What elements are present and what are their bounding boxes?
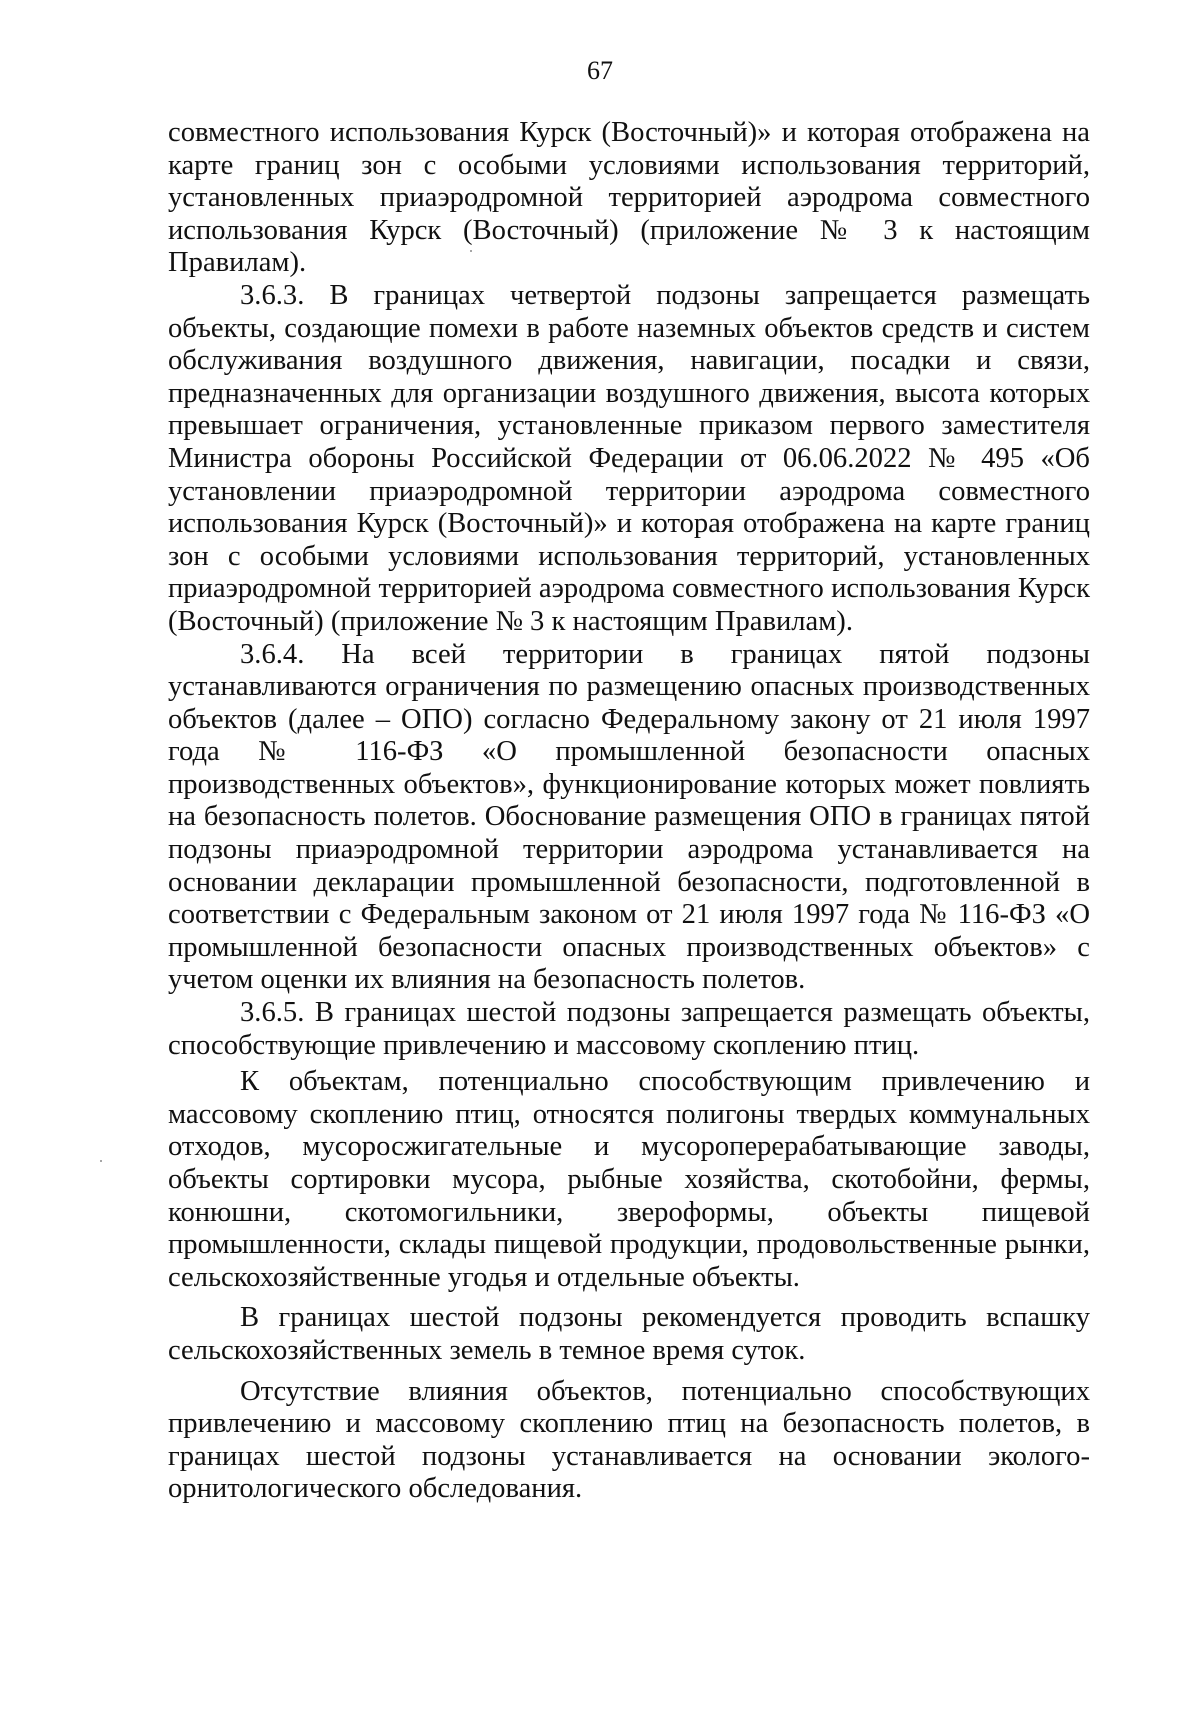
paragraph-bird-objects: К объектам, потенциально способствующим привлечению и массовому скоплению птиц, относятся полигоны твердых коммунальных отходов, мусоросжигательные и мусороперерабатывающие заводы, объекты сортировки мусора, рыбные хозяйства, скотобойни, фермы, конюшни, скотомогильники, звероформы, объекты пищевой промышленности, склады пищевой продукции, продовольственные рынки, сельскохозяйственные угодья и отдельные объекты.: [168, 1066, 1090, 1293]
paragraph-continuation: совместного использования Курск (Восточный)» и которая отображена на карте границ зон с особыми условиями использования территорий, установленных приаэродромной территорией аэродрома совместного использования Курск (Восточный) (приложение № 3 к настоящим Правилам).: [168, 117, 1090, 279]
paragraph-3-6-5: 3.6.5. В границах шестой подзоны запрещается размещать объекты, способствующие привлечению и массовому скоплению птиц.: [168, 997, 1090, 1061]
document-body: [168, 117, 1090, 1506]
paragraph-3-6-3: 3.6.3. В границах четвертой подзоны запрещается размещать объекты, создающие помехи в работе наземных объектов средств и систем обслуживания воздушного движения, навигации, посадки и связи, предназначенных для организации воздушного движения, высота которых превышает ограничения, установленные приказом первого заместителя Министра обороны Российской Федерации от 06.06.2022 № 495 «Об установлении приаэродромной территории аэродрома совместного использования Курск (Восточный)» и которая отображена на карте границ зон с особыми условиями использования территорий, установленных приаэродромной территорией аэродрома совместного использования Курск (Восточный) (приложение № 3 к настоящим Правилам).: [168, 279, 1090, 637]
page-number: 67: [587, 56, 613, 85]
paragraph-ornithological-survey: Отсутствие влияния объектов, потенциально способствующих привлечению и массовому скоплению птиц на безопасность полетов, в границах шестой подзоны устанавливается на основании эколого-орнитологического обследования.: [168, 1375, 1090, 1505]
paragraph-3-6-4: 3.6.4. На всей территории в границах пятой подзоны устанавливаются ограничения по размещению опасных производственных объектов (далее – ОПО) согласно Федеральному закону от 21 июля 1997 года № 116-ФЗ «О промышленной безопасности опасных производственных объектов», функционирование которых может повлиять на безопасность полетов. Обоснование размещения ОПО в границах пятой подзоны приаэродромной территории аэродрома устанавливается на основании декларации промышленной безопасности, подготовленной в соответствии с Федеральным законом от 21 июля 1997 года № 116-ФЗ «О промышленной безопасности опасных производственных объектов» с учетом оценки их влияния на безопасность полетов.: [168, 638, 1090, 996]
paragraph-plowing: В границах шестой подзоны рекомендуется проводить вспашку сельскохозяйственных земель в темное время суток.: [168, 1302, 1090, 1366]
scan-speck: [100, 1160, 102, 1162]
scan-speck: [470, 250, 472, 252]
